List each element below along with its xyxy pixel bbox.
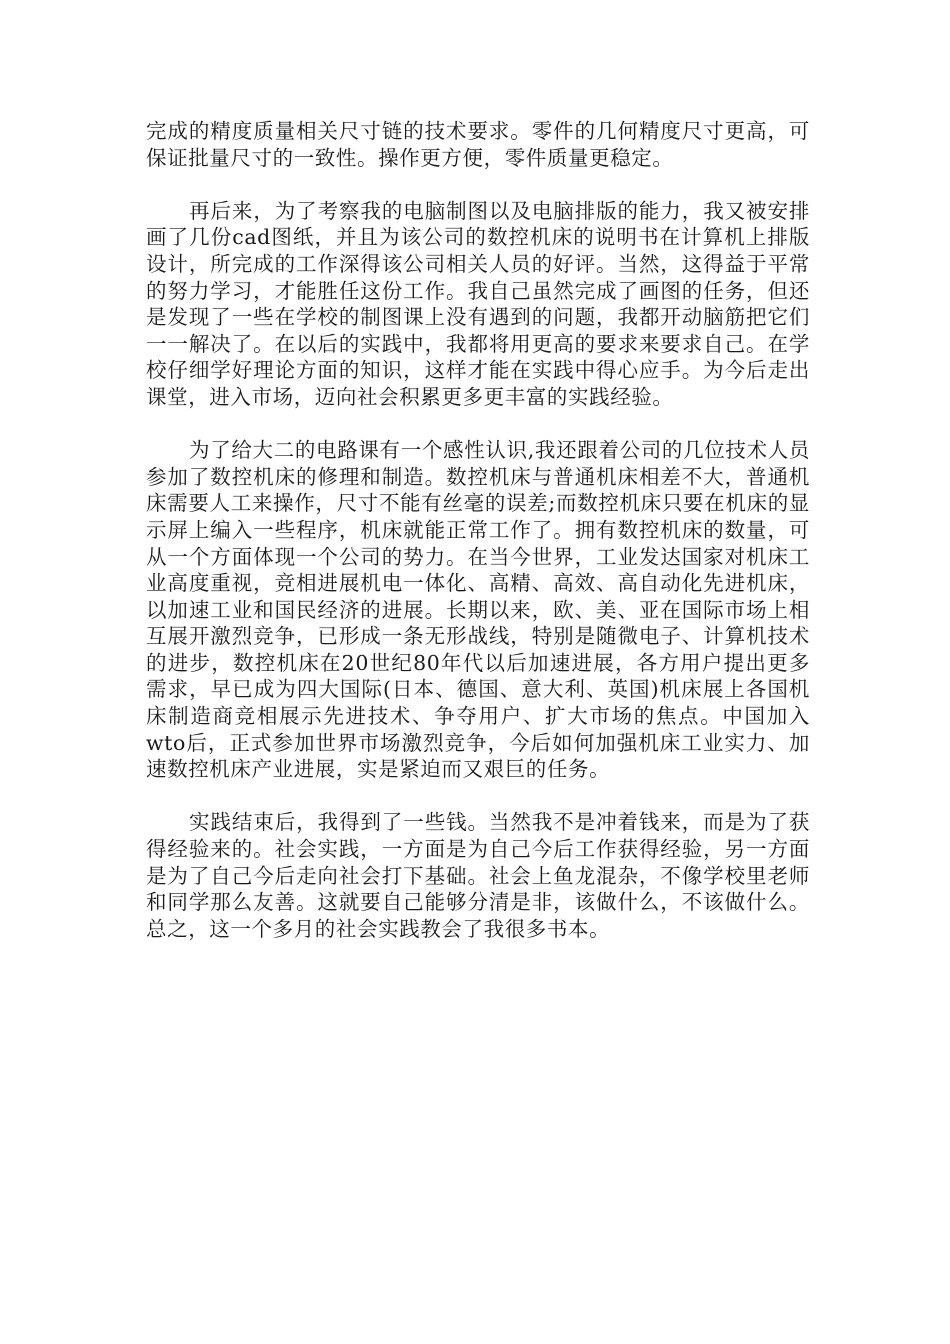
paragraph-2: 再后来，为了考察我的电脑制图以及电脑排版的能力，我又被安排画了几份cad图纸，并且为该公司的数控机床的说明书在计算机上排版设计，所完成的工作深得该公司相关人员的好评。当然，这得益于平常的努力学习，才能胜任这份工作。我自己虽然完成了画图的任务，但还是发现了一些在学校的制图课上没有遇到的问题，我都开动脑筋把它们一一解决了。在以后的实践中，我都将用更高的要求来要求自己。在学校仔细学好理论方面的知识，这样才能在实践中得心应手。为今后走出课堂，进入市场，迈向社会积累更多更丰富的实践经验。 — [146, 198, 810, 409]
paragraph-1: 完成的精度质量相关尺寸链的技术要求。零件的几何精度尺寸更高，可保证批量尺寸的一致性。操作更方便，零件质量更稳定。 — [146, 119, 810, 170]
paragraph-3: 为了给大二的电路课有一个感性认识,我还跟着公司的几位技术人员参加了数控机床的修理和制造。数控机床与普通机床相差不大，普通机床需要人工来操作，尺寸不能有丝毫的误差;而数控机床只要在机床的显示屏上编入一些程序，机床就能正常工作了。拥有数控机床的数量，可从一个方面体现一个公司的势力。在当今世界，工业发达国家对机床工业高度重视，竞相进展机电一体化、高精、高效、高自动化先进机床，以加速工业和国民经济的进展。长期以来，欧、美、亚在国际市场上相互展开激烈竞争，已形成一条无形战线，特别是随微电子、计算机技术的进步，数控机床在20世纪80年代以后加速进展，各方用户提出更多需求，早已成为四大国际(日本、德国、意大利、英国)机床展上各国机床制造商竞相展示先进技术、争夺用户、扩大市场的焦点。中国加入wto后，正式参加世界市场激烈竞争，今后如何加强机床工业实力、加速数控机床产业进展，实是紧迫而又艰巨的任务。 — [146, 438, 810, 782]
paragraph-4: 实践结束后，我得到了一些钱。当然我不是冲着钱来，而是为了获得经验来的。社会实践，一方面是为自己今后工作获得经验，另一方面是为了自己今后走向社会打下基础。社会上鱼龙混杂，不像学校里老师和同学那么友善。这就要自己能够分清是非，该做什么，不该做什么。总之，这一个多月的社会实践教会了我很多书本。 — [146, 810, 810, 941]
document-body — [146, 118, 810, 969]
